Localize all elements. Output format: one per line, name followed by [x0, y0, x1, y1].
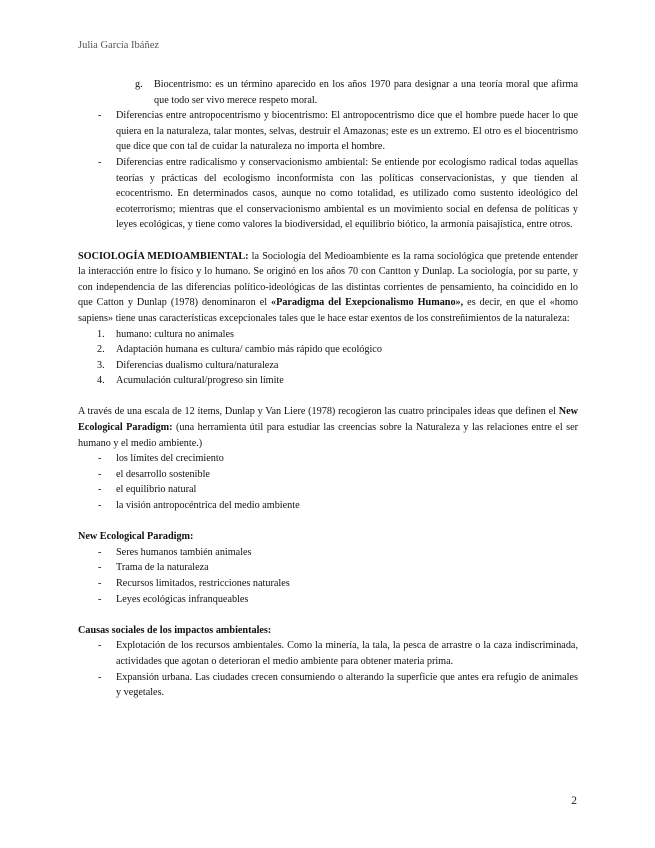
- list-marker: 3.: [97, 359, 105, 371]
- list-marker: -: [98, 640, 102, 652]
- bold-term: «Paradigma del Exepcionalismo Humano»,: [271, 297, 464, 309]
- paragraph-text: (una herramienta útil para estudiar las creencias sobre la Naturaleza y las relaciones entre el ser humano y el medio ambiente.): [78, 422, 578, 449]
- list-item-text: humano: cultura no animales: [116, 328, 234, 340]
- nep-heading: [78, 529, 578, 545]
- list-item-text: Diferencias entre radicalismo y conservacionismo ambiental: Se entiende por ecologismo radical todas aquellas teorías y prácticas del ecologismo inconformista con las políticas conservacionistas, y que tienden al ecocentrismo. En determinados casos, aunque no como totalidad, es utilizado como sustento ideológico del ecoterrorismo; mientras que el conservacionismo ambiental es un movimiento social en defensa de políticas y leyes ecológicas, y tiene como valores la biodiversidad, el equilibrio biótico, la armonía paisajística, entre otros.: [116, 156, 578, 231]
- list-marker: -: [98, 156, 102, 168]
- list-item: [78, 482, 578, 498]
- list-item-text: Trama de la naturaleza: [116, 562, 209, 574]
- document-body: [78, 77, 578, 701]
- paragraph-text: la Sociología del Medioambiente es la rama sociológica que pretende entender la interacción entre lo físico y lo humano. Se originó en los años 70 con Cantton y Dunlap. La sociología, por su parte, y con independencia de las diferencias político-ideológicas de las distintas corrientes de pensamiento, ha coincidido en lo que Catton y Dunlap (1978) denominaron el: [78, 250, 578, 309]
- list-marker: -: [98, 593, 102, 605]
- list-item-text: el desarrollo sostenible: [116, 468, 210, 480]
- list-item: [78, 560, 578, 576]
- list-item-text: Biocentrismo: es un término aparecido en los años 1970 para designar a una teoría moral que afirma que todo ser vivo merece respeto moral.: [154, 79, 578, 106]
- list-marker: -: [98, 578, 102, 589]
- list-item-text: Diferencias dualismo cultura/naturaleza: [116, 359, 279, 371]
- list-marker: 2.: [97, 344, 105, 356]
- escala-paragraph: [78, 404, 578, 451]
- section-heading: Causas sociales de los impactos ambientales:: [78, 624, 272, 636]
- list-marker: -: [98, 110, 102, 122]
- section-heading: New Ecological Paradigm:: [78, 531, 194, 543]
- list-item: [78, 358, 578, 374]
- page-header-author: Julia García Ibáñez: [78, 40, 160, 51]
- list-item: [78, 108, 578, 155]
- list-item-text: Adaptación humana es cultura/ cambio más rápido que ecológico: [116, 344, 382, 356]
- list-marker: 1.: [97, 328, 105, 340]
- escala-list: [78, 451, 578, 513]
- list-item-text: Expansión urbana. Las ciudades crecen consumiendo o alterando la superficie que antes era refugio de animales y vegetales.: [116, 671, 578, 699]
- list-item-text: Seres humanos también animales: [116, 546, 252, 558]
- list-marker: -: [98, 453, 102, 465]
- list-marker: -: [98, 562, 102, 574]
- list-item: [78, 545, 578, 561]
- section-heading: SOCIOLOGÍA MEDIOAMBIENTAL:: [78, 250, 249, 262]
- paragraph-text: es decir, en que el «homo sapiens» tiene unas características excepcionales tales que le hace estar exentos de los constreñimientos de la naturaleza:: [78, 297, 578, 324]
- page-number: 2: [571, 795, 577, 807]
- list-item: [78, 638, 578, 669]
- list-item: [78, 670, 578, 701]
- list-item-text: el equilibrio natural: [116, 484, 197, 496]
- list-item-text: Explotación de los recursos ambientales. Como la minería, la tala, la pesca de arrastre o la caza indiscriminada, actividades que agotan o deterioran el medio ambiente para obtener materia prima.: [116, 640, 578, 667]
- intro-dash-list: [78, 108, 578, 233]
- list-item-text: los límites del crecimiento: [116, 453, 224, 465]
- list-item-text: la visión antropocéntrica del medio ambiente: [116, 500, 300, 512]
- list-item-text: Recursos limitados, restricciones naturales: [116, 578, 290, 589]
- sociologia-paragraph: [78, 249, 578, 327]
- list-marker: 4.: [97, 375, 105, 387]
- list-marker: g.: [135, 79, 143, 90]
- list-item: [78, 592, 578, 608]
- numbered-list: [78, 327, 578, 389]
- list-marker: -: [98, 546, 102, 558]
- list-item: [78, 327, 578, 343]
- causas-heading: [78, 623, 578, 639]
- list-marker: -: [98, 468, 102, 480]
- list-item: [78, 467, 578, 483]
- list-item: [78, 342, 578, 358]
- list-item-text: Acumulación cultural/progreso sin límite: [116, 375, 284, 387]
- alpha-list-item: [78, 77, 578, 108]
- bold-term: New Ecological Paradigm:: [78, 406, 578, 434]
- list-marker: -: [98, 484, 102, 496]
- list-marker: -: [98, 671, 102, 683]
- list-marker: -: [98, 500, 102, 512]
- list-item: [78, 451, 578, 467]
- causas-list: [78, 638, 578, 700]
- list-item-text: Diferencias entre antropocentrismo y biocentrismo: El antropocentrismo dice que el hombre puede hacer lo que quiera en la naturaleza, talar montes, selvas, destruir el Amazonas; este es un extremo. El otro es el biocentrismo que dice que con tal de cuidar la naturaleza no importa el hombre.: [116, 110, 578, 153]
- list-item-text: Leyes ecológicas infranqueables: [116, 593, 249, 605]
- list-item: [78, 373, 578, 389]
- list-item: [78, 498, 578, 514]
- list-item: [78, 155, 578, 233]
- list-item: [78, 576, 578, 592]
- nep-list: [78, 545, 578, 607]
- paragraph-text: A través de una escala de 12 ítems, Dunlap y Van Liere (1978) recogieron las cuatro principales ideas que definen el: [78, 406, 559, 418]
